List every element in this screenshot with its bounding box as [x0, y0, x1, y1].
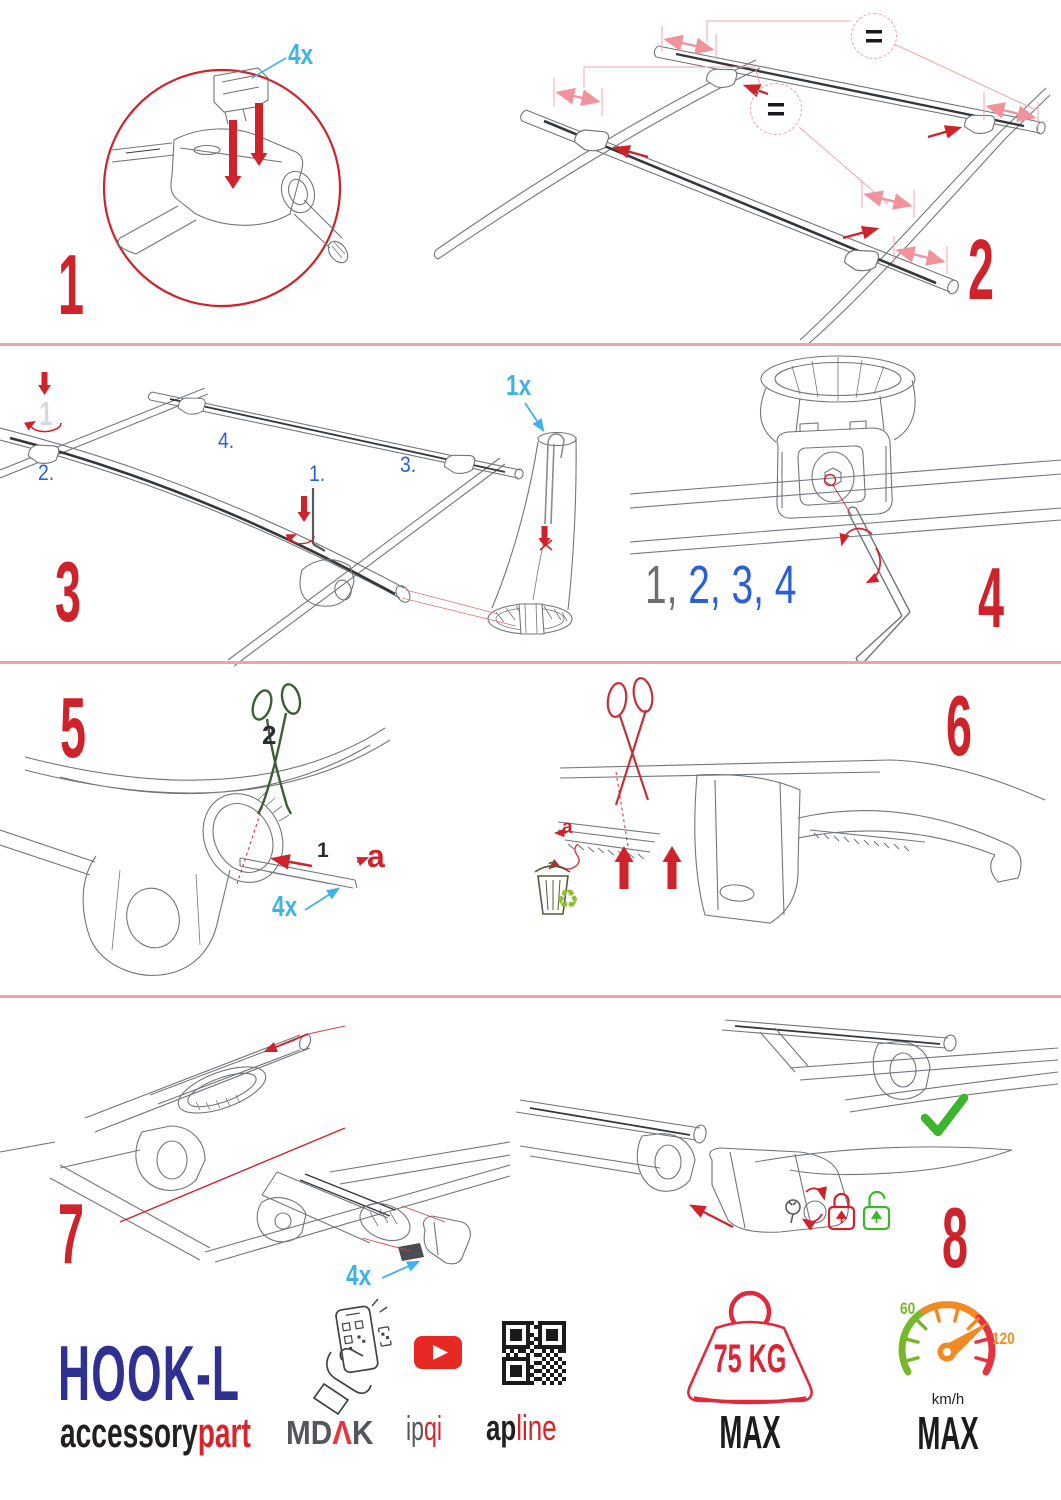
apline-logo — [486, 1407, 557, 1448]
waste-strip-squiggle — [550, 844, 579, 869]
mdak-right: K — [352, 1414, 374, 1451]
mdak-left: MD — [286, 1414, 333, 1451]
sequence-rest: 2, 3, 4 — [677, 555, 797, 615]
apline-dark: ap — [486, 1407, 517, 1448]
key-icon — [786, 1200, 800, 1223]
qr-scan-icon — [314, 1299, 394, 1414]
youtube-icon — [414, 1336, 462, 1369]
equal-spacing-badge-top — [851, 13, 897, 59]
max-weight-label: MAX — [719, 1406, 781, 1458]
mdak-logo — [286, 1416, 373, 1449]
divider-line — [120, 1128, 345, 1222]
order-label-3: 3. — [400, 452, 417, 477]
insert-order-label: 1 — [317, 839, 329, 862]
equal-spacing-badge-mid — [750, 83, 802, 135]
count-arrow — [382, 1262, 418, 1278]
check-icon — [925, 1098, 964, 1132]
speed-low-tick: 60 — [900, 1299, 916, 1318]
cut-order-label: 2 — [262, 720, 277, 750]
end-plug — [398, 1243, 424, 1261]
unlocked-icon — [864, 1192, 889, 1229]
tighten-sequence — [645, 555, 797, 615]
row-separator-1 — [0, 343, 1061, 346]
qty-label-step1: 4x — [288, 39, 314, 71]
step3-diagram — [0, 372, 576, 666]
insert-arrow — [38, 372, 51, 395]
turn-arrow — [806, 1188, 824, 1198]
sequence-done: 1, — [645, 555, 678, 615]
ghost-step-label: 1 — [39, 395, 53, 432]
count-arrow — [305, 889, 338, 910]
dim-label-a: a — [367, 838, 385, 874]
step-number-1: 1 — [58, 238, 85, 333]
apline-red: line — [516, 1407, 557, 1448]
ipqi-red: qi — [423, 1410, 442, 1448]
step-number-6: 6 — [946, 679, 973, 774]
brand-black: accessory — [60, 1409, 198, 1456]
count-arrow — [525, 403, 543, 430]
max-weight-value: 75 KG — [713, 1337, 787, 1381]
order-label-4: 4. — [218, 428, 235, 453]
speed-unit: km/h — [931, 1391, 965, 1408]
product-name: HOOK-L — [58, 1329, 241, 1417]
qty-label-step5: 4x — [272, 891, 298, 923]
ipqi-logo — [406, 1412, 442, 1446]
brand-red: part — [197, 1409, 251, 1456]
row-separator-3 — [0, 995, 1061, 998]
magnifier-circle — [104, 70, 340, 306]
scissors-icon — [606, 677, 655, 805]
slide-arrow — [266, 1034, 308, 1051]
equal-sign: = — [864, 17, 884, 54]
order-label-2: 2. — [38, 460, 55, 485]
row-separator-2 — [0, 661, 1061, 664]
brand-logo — [60, 1409, 251, 1456]
dim-label-a-2: a — [562, 817, 573, 838]
step-number-8: 8 — [942, 1191, 969, 1286]
push-up-arrow — [615, 846, 634, 889]
scissors-icon — [249, 682, 303, 814]
step-number-4: 4 — [978, 551, 1005, 646]
qty-label-step7: 4x — [346, 1260, 372, 1292]
recycle-icon: ♻ — [556, 884, 580, 914]
step-number-5: 5 — [60, 681, 87, 776]
step1-diagram — [104, 58, 352, 306]
step-number-3: 3 — [55, 545, 82, 640]
speed-high-tick: 120 — [992, 1329, 1015, 1348]
step8-diagram — [516, 1020, 1058, 1232]
max-speed-label: MAX — [917, 1407, 979, 1459]
step2-diagram — [434, 21, 1050, 346]
speedometer-icon — [902, 1305, 992, 1372]
step-number-2: 2 — [968, 223, 995, 318]
cross-section-leaders — [402, 590, 516, 626]
push-up-arrow-2 — [663, 846, 682, 889]
mdak-caret: Λ — [332, 1414, 353, 1451]
measure-leaders — [554, 21, 1038, 274]
qr-code — [502, 1321, 566, 1385]
step-number-7: 7 — [58, 1187, 85, 1282]
equal-sign: = — [766, 90, 786, 127]
qty-label-step3: 1x — [506, 370, 532, 402]
step5-diagram — [0, 682, 390, 975]
order-label-1: 1. — [309, 461, 326, 486]
ipqi-dark: ip — [406, 1410, 424, 1448]
